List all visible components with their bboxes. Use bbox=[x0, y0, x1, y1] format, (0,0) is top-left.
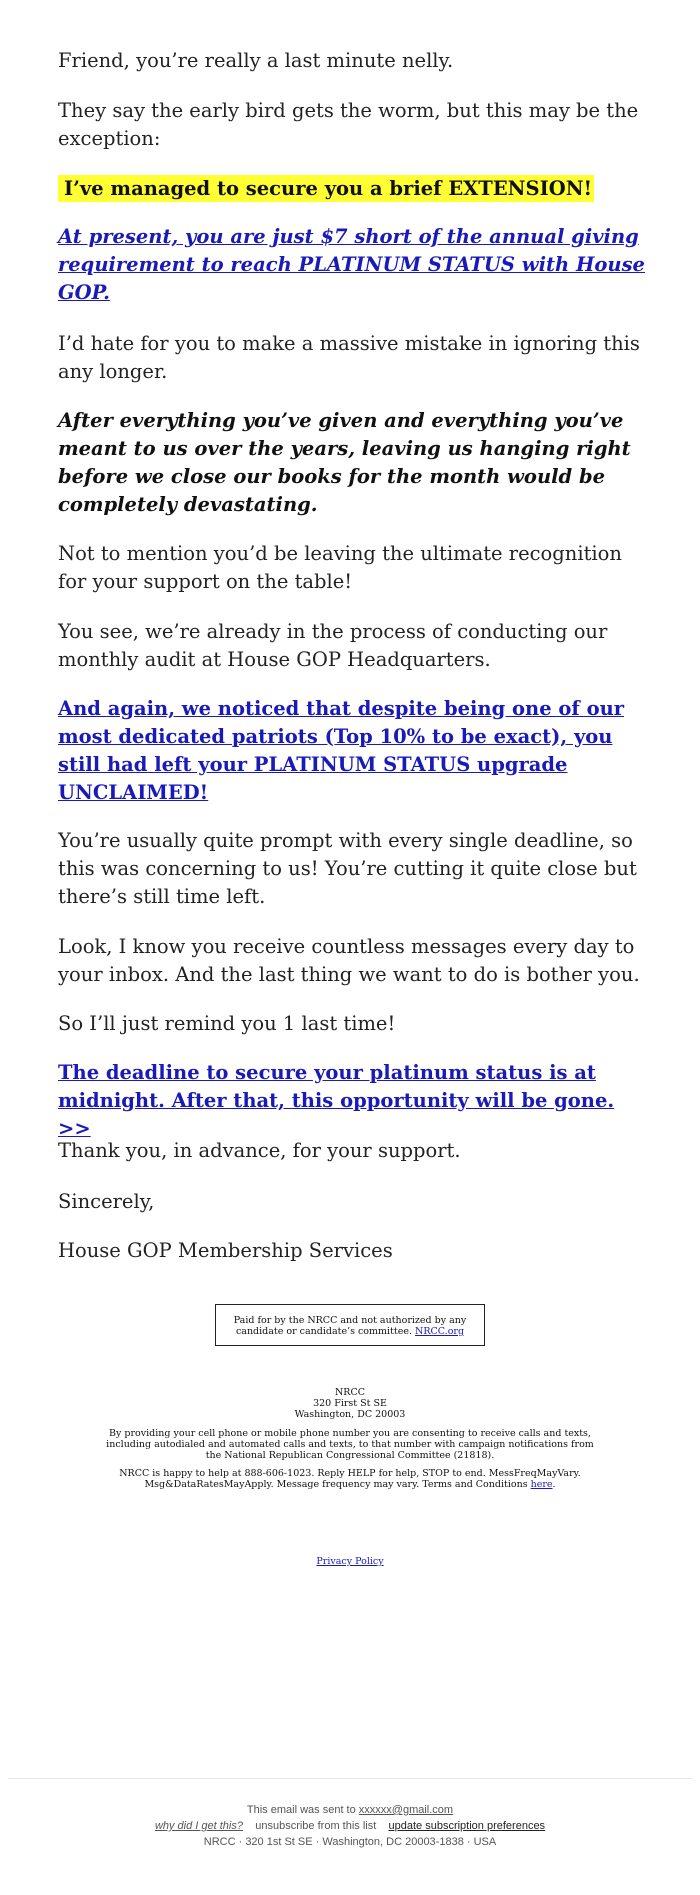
signature: House GOP Membership Services bbox=[58, 1239, 393, 1262]
sent-to-prefix: This email was sent to bbox=[246, 1804, 356, 1816]
unsubscribe-link[interactable]: unsubscribe from this list bbox=[255, 1820, 377, 1832]
greeting: Friend, you’re really a last minute nelly. bbox=[58, 49, 454, 72]
privacy-policy-link[interactable]: Privacy Policy bbox=[316, 1556, 384, 1567]
unclaimed-upgrade-link[interactable]: And again, we noticed that despite being one of our most dedicated patriots (Top 10% to be exact), you still had left your PLATINUM STATUS upgrade UNCLAIMED! bbox=[58, 697, 625, 804]
recipient-email-link[interactable]: xxxxxx@gmail.com bbox=[358, 1804, 454, 1816]
update-preferences-link[interactable]: update subscription preferences bbox=[388, 1820, 546, 1832]
mistake-paragraph: I’d hate for you to make a massive mistake in ignoring this any longer. bbox=[58, 332, 640, 383]
sincerely-paragraph: Sincerely, bbox=[58, 1190, 155, 1213]
footer-links bbox=[0, 1818, 700, 1834]
unclaimed-paragraph bbox=[58, 695, 650, 807]
address-line-1: NRCC bbox=[334, 1387, 365, 1398]
audit-paragraph: You see, we’re already in the process of conducting our monthly audit at House GOP Headquarters. bbox=[58, 620, 608, 671]
extension-highlight: I’ve managed to secure you a brief EXTENSION! bbox=[58, 175, 594, 202]
deadline-link[interactable]: The deadline to secure your platinum status is at midnight. After that, this opportunity will be gone. >> bbox=[58, 1061, 615, 1140]
paid-for-disclaimer bbox=[215, 1304, 485, 1346]
platinum-short-paragraph bbox=[58, 223, 650, 307]
address-line-3: Washington, DC 20003 bbox=[294, 1409, 406, 1420]
address-line-2: 320 First St SE bbox=[313, 1398, 387, 1409]
platinum-status-link[interactable]: At present, you are just $7 short of the annual giving requirement to reach PLATINUM STATUS with House GOP. bbox=[58, 225, 645, 304]
footer-postal-address: NRCC · 320 1st St SE · Washington, DC 20003-1838 · USA bbox=[203, 1836, 497, 1848]
privacy-policy-row bbox=[0, 1556, 700, 1567]
extension-highlight-paragraph bbox=[58, 175, 650, 203]
help-text: NRCC is happy to help at 888-606-1023. Reply HELP for help, STOP to end. MessFreqMayVary. Msg&DataRatesMayApply. Message frequency may vary. Terms and Conditions here. bbox=[119, 1468, 581, 1490]
help-text-body: NRCC is happy to help at 888-606-1023. Reply HELP for help, STOP to end. MessFreqMayVary. Msg&DataRatesMayApply. Message frequency may vary. Terms and Conditions bbox=[119, 1468, 581, 1490]
terms-here-link[interactable]: here bbox=[530, 1479, 553, 1490]
sms-consent-text: By providing your cell phone or mobile phone number you are consenting to receive calls and texts, including autodialed and automated calls and texts, to that number with campaign notifications from the National Republican Congressional Committee (21818). bbox=[106, 1428, 594, 1461]
remind-paragraph: So I’ll just remind you 1 last time! bbox=[58, 1012, 396, 1035]
mailing-address bbox=[0, 1387, 700, 1420]
prompt-paragraph: You’re usually quite prompt with every single deadline, so this was concerning to us! You’re cutting it quite close but there’s still time left. bbox=[58, 829, 637, 908]
nrcc-org-link[interactable]: NRCC.org bbox=[415, 1326, 465, 1337]
thanks-paragraph: Thank you, in advance, for your support. bbox=[58, 1139, 461, 1162]
why-did-i-get-this-link[interactable]: why did I get this? bbox=[154, 1820, 243, 1832]
after-everything-paragraph: After everything you’ve given and everything you’ve meant to us over the years, leaving us hanging right before we close our books for the month would be completely devastating. bbox=[58, 409, 631, 516]
recognition-paragraph: Not to mention you’d be leaving the ultimate recognition for your support on the table! bbox=[58, 542, 622, 593]
footer-divider bbox=[8, 1778, 692, 1779]
disclaimer-text: Paid for by the NRCC and not authorized by any candidate or candidate’s committee. bbox=[233, 1315, 467, 1337]
footer-sent-to bbox=[0, 1802, 700, 1818]
deadline-paragraph bbox=[58, 1059, 650, 1143]
early-bird-paragraph: They say the early bird gets the worm, but this may be the exception: bbox=[58, 99, 639, 150]
inbox-paragraph: Look, I know you receive countless messages every day to your inbox. And the last thing we want to do is bother you. bbox=[58, 935, 640, 986]
